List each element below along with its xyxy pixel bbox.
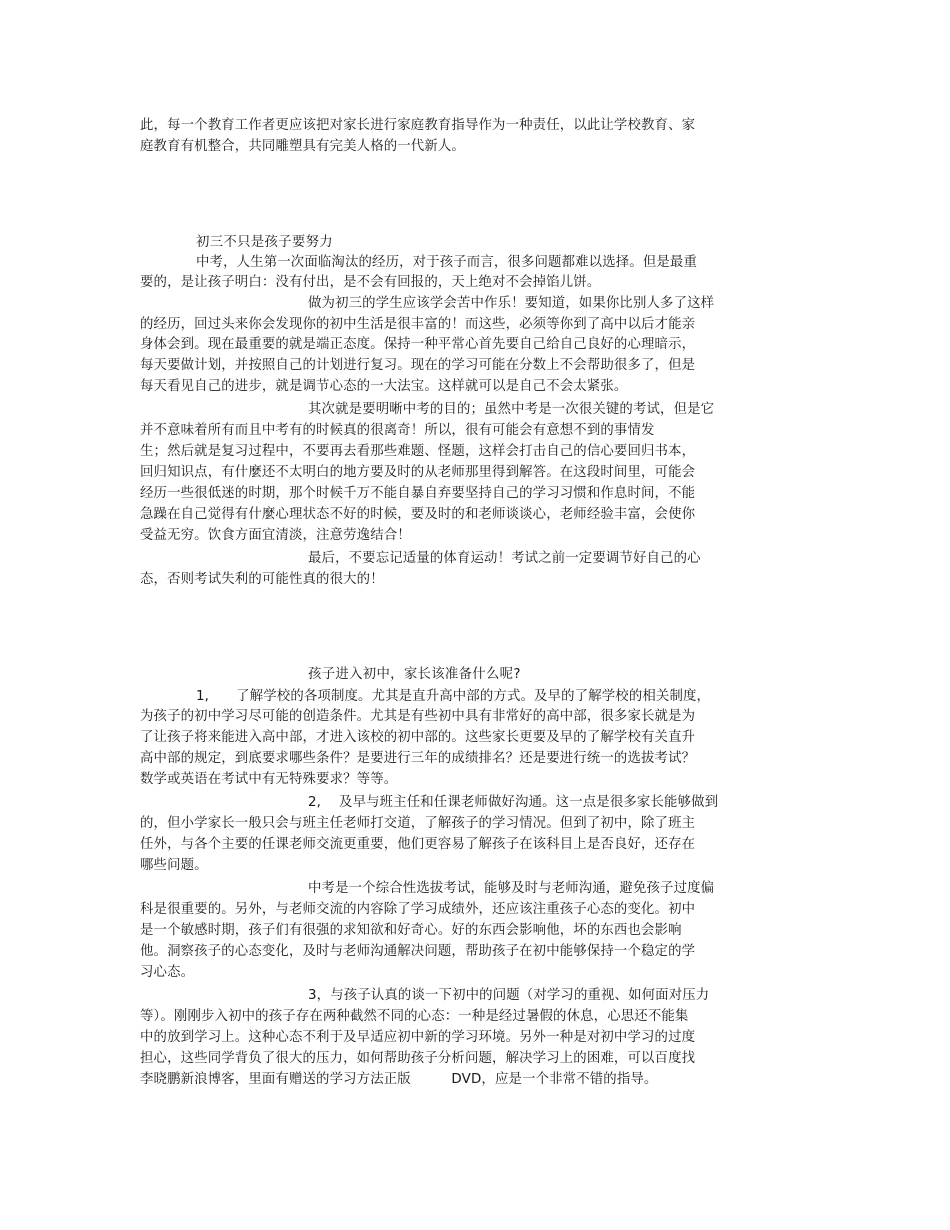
text-line: 的，但小学家长一般只会与班主任老师打交道，了解孩子的学习情况。但到了初中，除了班主 bbox=[140, 816, 696, 831]
text-line: 李晓鹏新浪博客，里面有赠送的学习方法正版 DVD，应是一个非常不错的指导。 bbox=[140, 1072, 658, 1087]
text-line: 每天要做计划，并按照自己的计划进行复习。现在的学习可能在分数上不会帮助很多了，但是 bbox=[140, 358, 696, 373]
text-line: 并不意味着所有而且中考有的时候真的很离奇！所以，很有可能会有意想不到的事情发 bbox=[140, 423, 655, 438]
text-line: 他。洞察孩子的心态变化，及时与老师沟通解决问题，帮助孩子在初中能够保持一个稳定的学 bbox=[140, 944, 696, 959]
text-line: 习心态。 bbox=[140, 965, 195, 980]
article-title: 孩子进入初中，家长该准备什么呢? bbox=[308, 667, 521, 682]
text-line: 回归知识点，有什麼还不太明白的地方要及时的从老师那里得到解答。在这段时间里，可能会 bbox=[140, 465, 696, 480]
text-line: 中考，人生第一次面临淘汰的经历，对于孩子而言，很多问题都难以选择。但是最重 bbox=[196, 255, 698, 270]
text-line: 经历一些很低迷的时期，那个时候千万不能自暴自弃要坚持自己的学习习惯和作息时间，不能 bbox=[140, 486, 696, 501]
text-line: 庭教育有机整合，共同雕塑具有完美人格的一代新人。 bbox=[140, 139, 465, 154]
text-line: 做为初三的学生应该学会苦中作乐！要知道，如果你比别人多了这样 bbox=[308, 296, 715, 311]
text-line: 是一个敏感时期，孩子们有很强的求知欲和好奇心。好的东西会影响他，坏的东西也会影响 bbox=[140, 923, 682, 938]
text-line: 2, 及早与班主任和任课老师做好沟通。这一点是很多家长能够做到 bbox=[308, 795, 719, 810]
text-line: 科是很重要的。另外，与老师交流的内容除了学习成绩外，还应该注重孩子心态的变化。初中 bbox=[140, 902, 696, 917]
text-line: 要的，是让孩子明白：没有付出，是不会有回报的，天上绝对不会掉馅儿饼。 bbox=[140, 275, 601, 290]
text-line: 其次就是要明晰中考的目的；虽然中考是一次很关键的考试，但是它 bbox=[308, 402, 715, 417]
text-line: 生；然后就是复习过程中，不要再去看那些难题、怪题，这样会打击自己的信心要回归书本， bbox=[140, 444, 696, 459]
text-line: 身体会到。现在最重要的就是端正态度。保持一种平常心首先要自己给自己良好的心理暗示， bbox=[140, 337, 696, 352]
text-line: 任外，与各个主要的任课老师交流更重要，他们更容易了解孩子在该科目上是否良好，还存在 bbox=[140, 837, 696, 852]
text-line: 了让孩子将来能进入高中部，才进入该校的初中部的。这些家长更要及早的了解学校有关直升 bbox=[140, 730, 696, 745]
text-line: 中考是一个综合性选拔考试，能够及时与老师沟通，避免孩子过度偏 bbox=[308, 881, 715, 896]
text-line: 1, 了解学校的各项制度。尤其是直升高中部的方式。及早的了解学校的相关制度， bbox=[196, 689, 711, 704]
text-line: 中的放到学习上。这种心态不利于及早适应初中新的学习环境。另外一种是对初中学习的过度 bbox=[140, 1030, 696, 1045]
text-line: 等）。刚刚步入初中的孩子存在两种截然不同的心态：一种是经过暑假的休息，心思还不能集 bbox=[140, 1009, 689, 1024]
article-title: 初三不只是孩子要努力 bbox=[196, 235, 333, 250]
text-line: 担心，这些同学背负了很大的压力，如何帮助孩子分析问题，解决学习上的困难，可以百度找 bbox=[140, 1051, 696, 1066]
text-line: 急躁在自己觉得有什麼心理状态不好的时候，要及时的和老师谈谈心，老师经验丰富，会使你 bbox=[140, 507, 696, 522]
text-line: 最后，不要忘记适量的体育运动！考试之前一定要调节好自己的心 bbox=[308, 551, 701, 566]
text-line: 态，否则考试失利的可能性真的很大的！ bbox=[140, 572, 384, 587]
text-line: 哪些问题。 bbox=[140, 858, 208, 873]
text-line: 受益无穷。饮食方面宜清淡，注意劳逸结合！ bbox=[140, 528, 411, 543]
text-line: 的经历，回过头来你会发现你的初中生活是很丰富的！而这些，必须等你到了高中以后才能亲 bbox=[140, 317, 696, 332]
text-line: 每天看见自己的进步，就是调节心态的一大法宝。这样就可以是自己不会太紧张。 bbox=[140, 379, 628, 394]
text-line: 为孩子的初中学习尽可能的创造条件。尤其是有些初中具有非常好的高中部，很多家长就是为 bbox=[140, 709, 696, 724]
text-line: 此，每一个教育工作者更应该把对家长进行家庭教育指导作为一种责任，以此让学校教育、家 bbox=[140, 118, 696, 133]
text-line: 高中部的规定，到底要求哪些条件？是要进行三年的成绩排名？还是要进行统一的选拔考试？ bbox=[140, 751, 696, 766]
text-line: 数学或英语在考试中有无特殊要求？等等。 bbox=[140, 772, 398, 787]
text-line: 3，与孩子认真的谈一下初中的问题（对学习的重视、如何面对压力 bbox=[308, 988, 710, 1003]
